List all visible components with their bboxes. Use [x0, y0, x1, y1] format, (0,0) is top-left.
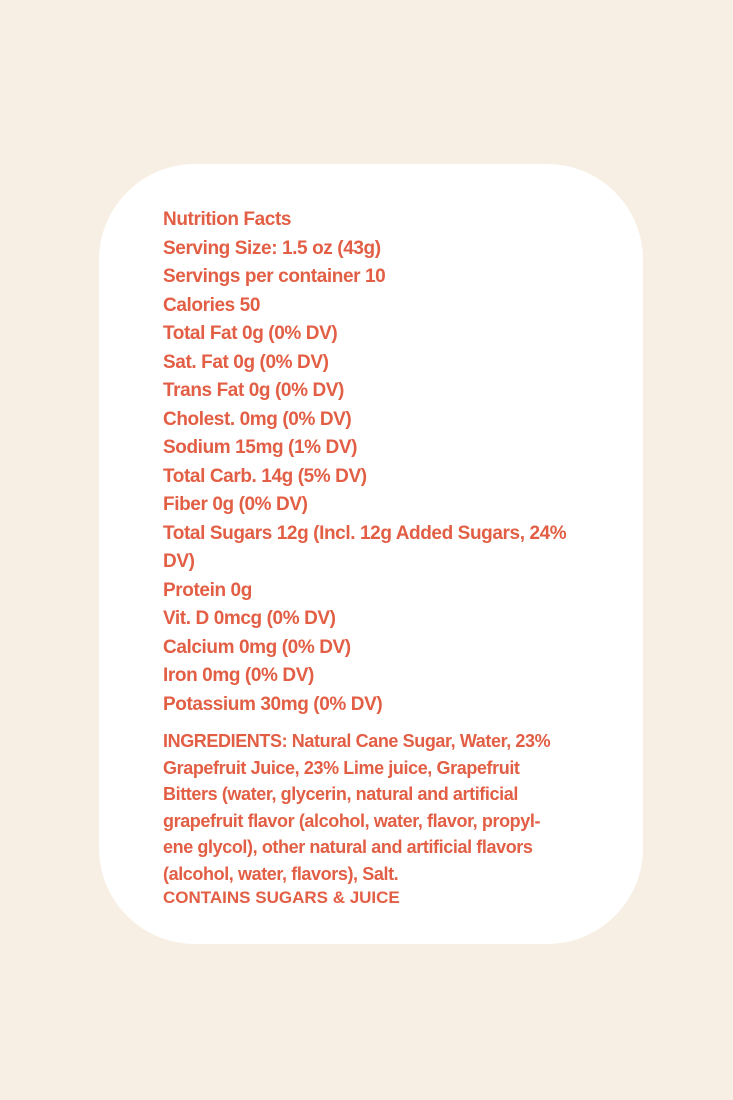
vitamin-d: Vit. D 0mcg (0% DV) — [163, 608, 336, 629]
nutrition-facts-panel — [163, 206, 603, 909]
servings-per-container: Servings per container 10 — [163, 266, 386, 287]
total-fat: Total Fat 0g (0% DV) — [163, 323, 338, 344]
calcium: Calcium 0mg (0% DV) — [163, 636, 351, 658]
fiber: Fiber 0g (0% DV) — [163, 494, 308, 515]
potassium: Potassium 30mg (0% DV) — [163, 693, 383, 715]
ingredients-line: Bitters (water, glycerin, natural and artificial — [163, 784, 518, 804]
nutrition-facts-title: Nutrition Facts — [163, 209, 292, 230]
sodium: Sodium 15mg (1% DV) — [163, 437, 358, 458]
total-sugars: Total Sugars 12g (Incl. 12g Added Sugars, 24% DV) — [163, 522, 567, 572]
trans-fat: Trans Fat 0g (0% DV) — [163, 380, 344, 401]
cholesterol: Cholest. 0mg (0% DV) — [163, 408, 352, 430]
ingredients-line: grapefruit flavor (alcohol, water, flavor, propyl- — [163, 810, 541, 831]
protein: Protein 0g — [163, 579, 252, 601]
ingredients-block — [163, 728, 593, 909]
ingredients-line: ene glycol), other natural and artificial flavors — [163, 837, 533, 857]
contains-statement: CONTAINS SUGARS & JUICE — [163, 888, 400, 907]
ingredients-line: Grapefruit Juice, 23% Lime juice, Grapefruit — [163, 757, 520, 778]
iron: Iron 0mg (0% DV) — [163, 665, 314, 686]
total-carb: Total Carb. 14g (5% DV) — [163, 465, 367, 487]
serving-size: Serving Size: 1.5 oz (43g) — [163, 237, 381, 259]
sat-fat: Sat. Fat 0g (0% DV) — [163, 351, 329, 373]
ingredients-line: INGREDIENTS: Natural Cane Sugar, Water, 23% — [163, 731, 551, 751]
calories: Calories 50 — [163, 294, 260, 316]
ingredients-line: (alcohol, water, flavors), Salt. — [163, 863, 399, 884]
